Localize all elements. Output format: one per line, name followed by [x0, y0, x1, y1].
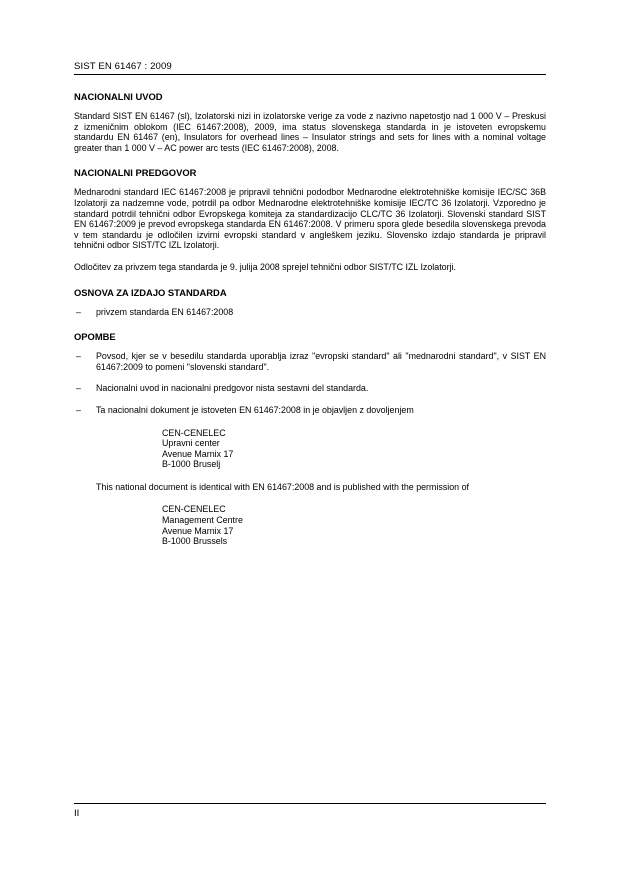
- list-item-text: privzem standarda EN 61467:2008: [96, 306, 234, 317]
- heading-nacionalni-predgovor: NACIONALNI PREDGOVOR: [74, 167, 197, 179]
- page-number: II: [74, 808, 80, 819]
- address-english: [162, 504, 546, 546]
- address-line: Avenue Marnix 17: [162, 525, 234, 536]
- dash-bullet: –: [76, 404, 81, 415]
- header-rule: [74, 74, 546, 75]
- english-notice: This national document is identical with EN 61467:2008 and is published with the permission of: [96, 481, 469, 492]
- address-line: CEN-CENELEC: [162, 427, 226, 438]
- address-line: B-1000 Brussels: [162, 536, 228, 547]
- address-line: B-1000 Bruselj: [162, 459, 221, 470]
- address-line: Management Centre: [162, 515, 243, 526]
- list-item-text: Nacionalni uvod in nacionalni predgovor nista sestavni del standarda.: [96, 383, 369, 394]
- section-opombe: [74, 331, 546, 547]
- list-item: [74, 351, 546, 372]
- footer-rule: [74, 803, 546, 804]
- address-line: Avenue Marnix 17: [162, 448, 234, 459]
- section-osnova: [74, 287, 546, 318]
- heading-opombe: OPOMBE: [74, 331, 116, 343]
- paragraph-predgovor-2: Odločitev za privzem tega standarda je 9. julija 2008 sprejel tehnični odbor SIST/TC IZL Izolatorji.: [74, 261, 456, 272]
- osnova-list: [74, 307, 546, 318]
- dash-bullet: –: [76, 306, 81, 317]
- list-item: [74, 405, 546, 416]
- dash-bullet: –: [76, 351, 81, 362]
- list-item-text: Ta nacionalni dokument je istoveten EN 61467:2008 in je objavljen z dovoljenjem: [96, 404, 414, 415]
- dash-bullet: –: [76, 383, 81, 394]
- document-body: [74, 91, 546, 561]
- section-nacionalni-uvod: [74, 91, 546, 153]
- opombe-list: [74, 351, 546, 415]
- list-item: [74, 383, 546, 394]
- document-header: SIST EN 61467 : 2009: [74, 61, 172, 72]
- list-item-text: Povsod, kjer se v besedilu standarda uporablja izraz "evropski standard" ali "mednarodni standard", v SIST EN 61467:2009 to pomeni "slovenski standard".: [96, 351, 546, 372]
- paragraph-uvod: Standard SIST EN 61467 (sl), Izolatorski nizi in izolatorske verige za vode z nazivno napetostjo nad 1 000 V – Preskusi z izmeničnim oblokom (IEC 61467:2008), 2009, ima status slovenskega standarda in je istoveten evropskemu standardu EN 61467 (en), Insulators for overhead lines – Insulator strings and sets for lines with a nominal voltage greater than 1 000 V – AC power arc tests (IEC 61467:2008), 2008.: [74, 111, 546, 153]
- list-item: [74, 307, 546, 318]
- paragraph-predgovor-1: Mednarodni standard IEC 61467:2008 je pripravil tehnični pododbor Mednarodne elektrotehniške komisije IEC/SC 36B Izolatorji za nadzemne vode, potrdil pa odbor Mednarodne elektrotehniške komisije IEC/TC 36 Izolatorji. Vzporedno je standard potrdil tehnični odbor Evropskega komiteja za standardizacijo CLC/TC 36 Izolatorji. Slovenski standard SIST EN 61467:2009 je prevod evropskega standarda EN 61467:2008. V primeru spora glede besedila slovenskega prevoda v tem standardu je odločilen izvirni evropski standard v angleškem jeziku. Slovensko izdajo standarda je pripravil tehnični odbor SIST/TC IZL Izolatorji.: [74, 187, 546, 251]
- address-line: Upravni center: [162, 438, 220, 449]
- address-line: CEN-CENELEC: [162, 504, 226, 515]
- address-slovenian: [162, 428, 546, 470]
- heading-osnova: OSNOVA ZA IZDAJO STANDARDA: [74, 286, 227, 298]
- heading-nacionalni-uvod: NACIONALNI UVOD: [74, 91, 163, 102]
- section-nacionalni-predgovor: [74, 167, 546, 272]
